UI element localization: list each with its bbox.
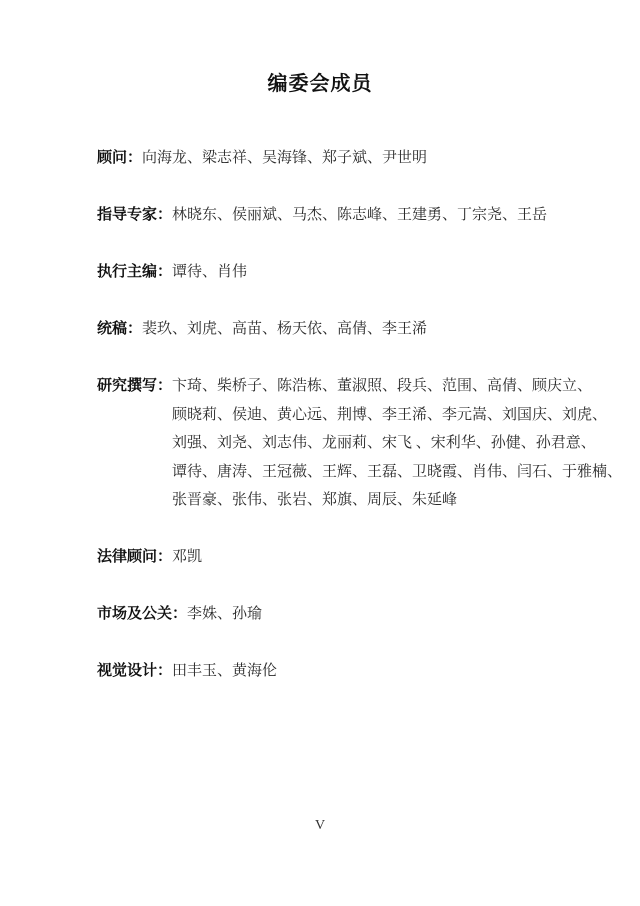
section-names [172,657,580,686]
committee-section [97,543,580,572]
section-line: 裴玖、刘虎、高苗、杨天依、高倩、李王浠 [142,321,428,337]
section-names [142,144,580,173]
section-label: 法律顾问： [97,548,173,565]
section-line: 卞琦、柴桥子、陈浩栋、董淑照、段兵、范围、高倩、顾庆立、 [172,378,593,394]
section-line: 刘强、刘尧、刘志伟、龙丽莉、宋飞 、宋利华、孙健、孙君意、 [172,435,596,451]
committee-section [97,657,580,686]
section-line: 林晓东、侯丽斌、马杰、陈志峰、王建勇、丁宗尧、王岳 [172,207,548,223]
section-label: 研究撰写： [97,377,173,394]
section-line: 谭待、唐涛、王冠薇、王辉、王磊、卫晓霞、肖伟、闫石、于雅楠、 [172,463,623,480]
section-line: 邓凯 [172,549,203,565]
section-names [172,372,623,515]
committee-section [97,144,580,173]
section-names [142,315,580,344]
section-line: 向海龙、梁志祥、吴海锋、郑子斌、尹世明 [142,150,428,166]
section-names [172,543,580,572]
section-names [172,258,580,287]
section-names [172,201,580,230]
committee-section [97,201,580,230]
page-title: 编委会成员 [267,73,373,95]
page-number: V [314,818,326,833]
committee-section [97,372,623,515]
committee-sections [97,144,623,686]
section-names [187,600,580,629]
section-label: 执行主编： [97,263,173,280]
section-line: 李姝、孙瑜 [187,606,263,622]
section-label: 市场及公关： [97,605,188,622]
section-label: 视觉设计： [97,662,173,679]
section-line: 谭待、肖伟 [172,264,248,280]
section-label: 指导专家： [97,206,173,223]
committee-section [97,258,580,287]
committee-section [97,315,580,344]
committee-section [97,600,580,629]
section-label: 统稿： [97,320,143,337]
section-line: 田丰玉、黄海伦 [172,663,278,679]
section-label: 顾问： [97,149,143,166]
section-line: 张晋豪、张伟、张岩、郑旗、周辰、朱延峰 [172,492,458,508]
section-line: 顾晓莉、侯迪、黄心远、荆博、李王浠、李元嵩、刘国庆、刘虎、 [172,406,608,423]
